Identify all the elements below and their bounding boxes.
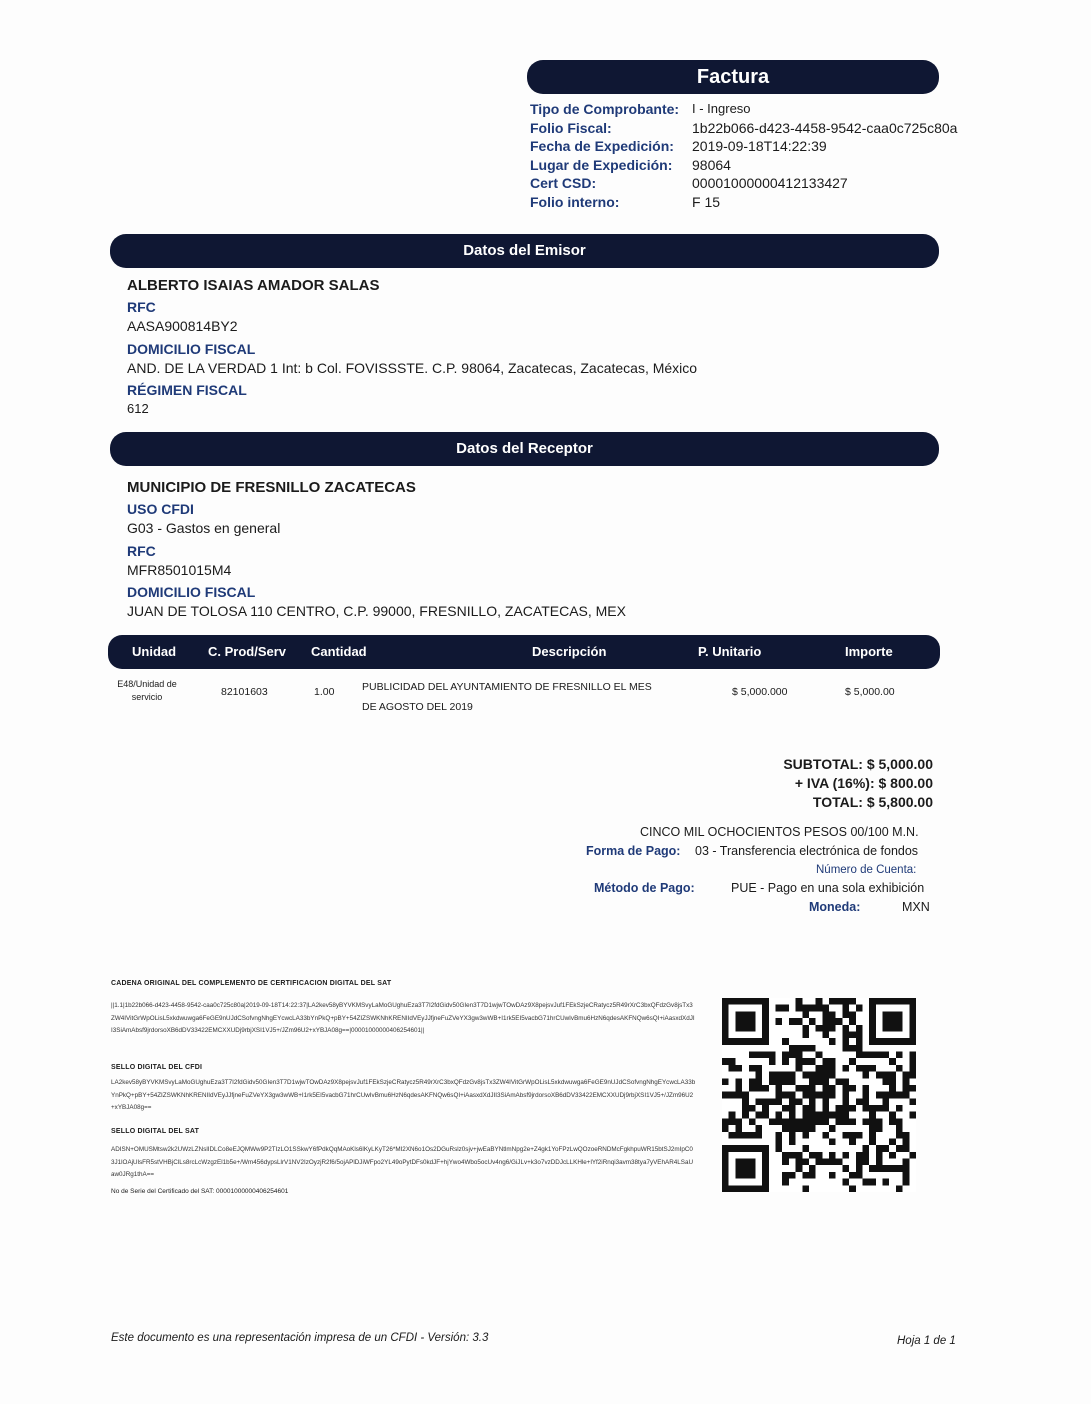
- concepts-table: [108, 635, 940, 715]
- subtotal: SUBTOTAL: $ 5,000.00: [783, 756, 933, 772]
- header-field-folio-fiscal: [530, 119, 957, 138]
- cell-cantidad: 1.00: [314, 686, 335, 698]
- cell-descripcion-line: PUBLICIDAD DEL AYUNTAMIENTO DE FRESNILLO EL MES: [362, 681, 652, 693]
- cell-unidad-line: E48/Unidad de: [117, 679, 177, 689]
- header-field-tipo: [530, 100, 957, 119]
- sello-sat-text: ADISN+OMUSMtsw2k2UWzLZNslIDLCo8eEJQMWw9P2TIzLO1SSkwY6fPdkQqMAoKls6lKyLKyT26*MI2XN6o1Os2DGuRslz0sjv+jwEaBYNtlmNpg2e+Z4gk1YoFPzLwQOzoeRNDMcFgkhpuWR15btSJ2mIpC03J1lOAjUlsFR5stVHBjClLs8rcLcWzgzEl1b5e+/Wm456dypsLlrV1NV2IzOyzjR2f6/5ojAPlDJiWFpo2YL49oPytDFs0kdJF+hjYwo4Wbo5ocUv4ng6/GiJLv+k3o7vzDDJcLLKHle+lYf2iRnqi3avm38tya7yVEhAR4LSaUaw0JRg1thA==: [111, 1146, 694, 1178]
- footer-note: Este documento es una representación impresa de un CFDI - Versión: 3.3: [111, 1332, 489, 1344]
- header-value: 00001000000412133427: [692, 175, 848, 191]
- forma-pago-label: Forma de Pago:: [586, 844, 681, 858]
- moneda-label: Moneda:: [809, 900, 861, 914]
- header-label: Folio interno:: [530, 193, 620, 210]
- receptor-section-band: [110, 432, 939, 466]
- emisor-regimen: 612: [127, 401, 149, 416]
- sat-serie: No de Serie del Certificado del SAT: 00001000000406254601: [111, 1188, 289, 1195]
- sello-sat-title: SELLO DIGITAL DEL SAT: [111, 1128, 200, 1135]
- iva: + IVA (16%): $ 800.00: [794, 775, 933, 791]
- header-label: Tipo de Comprobante:: [530, 101, 680, 117]
- header-value: 1b22b066-d423-4458-9542-caa0c725c80a: [692, 119, 958, 136]
- receptor-rfc: MFR8501015M4: [127, 562, 232, 578]
- receptor-rfc-label: RFC: [127, 543, 156, 559]
- receptor-uso-label: USO CFDI: [127, 501, 194, 517]
- numero-cuenta-label: Número de Cuenta:: [816, 864, 917, 876]
- factura-title-band: [527, 60, 939, 94]
- amount-in-words: CINCO MIL OCHOCIENTOS PESOS 00/100 M.N.: [640, 825, 919, 839]
- header-value: I - Ingreso: [692, 101, 751, 116]
- emisor-rfc: AASA900814BY2: [127, 318, 238, 334]
- emisor-domicilio-label: DOMICILIO FISCAL: [127, 341, 256, 357]
- cadena-original-text: ||1.1|1b22b066-d423-4458-9542-caa0c725c80a|2019-09-18T14:22:37|LA2kev58yBYVKMSvyLaMoGUghuEza3T7I2fdGidv50GIen3T7D1wjwTOwDAz9X8pejsvJuf1FEkSzjeCRatycz5R49rXrC3bxQFdzGv8jsTx3ZW4IVitGrWpOLisL5xkdwuwga6FeGE9nUJdCSofvngNhgEYcwcLA33bYnPkQ+pBY+54ZIZSWKNhKRENIIdVEyJJfjneFuZVeYX3gw3wWB+I1rk5EI5vacbG71hrCUwIvBmu6HzN6qdesAKFNQw6sQI+iAasxdXdJII3SiAmAbsf9jrdorsoXB6dDV33422EMCXXUDj9rbjXSI1VJ5+/JZm96U2+xYBJA08g==|00001000000406254601||: [111, 1002, 695, 1034]
- cell-unidad-line: servicio: [131, 692, 163, 702]
- receptor-name: MUNICIPIO DE FRESNILLO ZACATECAS: [127, 479, 416, 496]
- cell-importe: $ 5,000.00: [845, 686, 895, 698]
- total: TOTAL: $ 5,800.00: [812, 794, 933, 810]
- header-value: F 15: [692, 193, 721, 210]
- emisor-section-title: Datos del Emisor: [463, 242, 586, 259]
- emisor-regimen-label: RÉGIMEN FISCAL: [127, 382, 247, 398]
- sello-cfdi-title: SELLO DIGITAL DEL CFDI: [111, 1064, 203, 1071]
- header-value: 98064: [692, 156, 731, 173]
- totals-block: [783, 755, 933, 812]
- moneda-value: MXN: [902, 900, 930, 914]
- th-importe: Importe: [845, 644, 893, 659]
- th-clave: C. Prod/Serv: [208, 644, 287, 659]
- cell-descripcion: [362, 677, 697, 717]
- table-row: [108, 675, 940, 715]
- qr-code-icon: [722, 998, 916, 1192]
- cell-clave: 82101603: [221, 686, 268, 698]
- th-unitario: P. Unitario: [698, 644, 762, 659]
- table-header: [108, 635, 940, 669]
- cadena-original-title: CADENA ORIGINAL DEL COMPLEMENTO DE CERTIFICACION DIGITAL DEL SAT: [111, 980, 392, 987]
- th-cantidad: Cantidad: [311, 644, 367, 659]
- header-field-fecha: [530, 137, 957, 156]
- sello-cfdi-text: LA2kev58yBYVKMSvyLaMoGUghuEza3T7I2fdGidv50GIen3T7D1wjwTOwDAz9X8pejsvJuf1FEkSzjeCRatycz5R49rXrC3bxQFdzGv8jsTx3ZW4IVitGrWpOLisL5xkdwuwga6FeGE9nUJdCSofvngNhgEYcwcLA33bYnPkQ+pBY+54ZIZSWKNhKRENIIdVEyJJfjneFuZVeYX3gw3wWB+I1rk5EI5vacbG71hrCUwIvBmu6HzN6qdesAKFNQw6sQI+iAasxdXdJII3SiAmAbsf9jrdorsoXB6dDV33422EMCXXUDj9rbjXSI1VJ5+/JZm96U2+xYBJA08g==: [111, 1079, 696, 1111]
- emisor-domicilio: AND. DE LA VERDAD 1 Int: b Col. FOVISSSTE. C.P. 98064, Zacatecas, Zacatecas, México: [127, 360, 698, 376]
- emisor-rfc-label: RFC: [127, 299, 156, 315]
- receptor-uso: G03 - Gastos en general: [127, 520, 281, 536]
- receptor-section-title: Datos del Receptor: [456, 440, 593, 457]
- header-field-folio-interno: [530, 193, 957, 212]
- forma-pago-value: 03 - Transferencia electrónica de fondos: [695, 844, 919, 858]
- cell-unidad: [112, 678, 182, 704]
- header-label: Fecha de Expedición:: [530, 138, 674, 154]
- metodo-pago-value: PUE - Pago en una sola exhibición: [731, 881, 925, 895]
- metodo-pago-label: Método de Pago:: [594, 881, 695, 895]
- cell-descripcion-line: DE AGOSTO DEL 2019: [362, 701, 473, 713]
- cell-unitario: $ 5,000.000: [732, 686, 788, 698]
- page-number: Hoja 1 de 1: [897, 1335, 956, 1347]
- header-label: Folio Fiscal:: [530, 119, 612, 136]
- emisor-name: ALBERTO ISAIAS AMADOR SALAS: [127, 277, 380, 294]
- receptor-domicilio-label: DOMICILIO FISCAL: [127, 584, 256, 600]
- header-field-cert: [530, 174, 957, 193]
- header-field-lugar: [530, 156, 957, 175]
- header-value: 2019-09-18T14:22:39: [692, 138, 827, 154]
- th-unidad: Unidad: [132, 644, 177, 659]
- document-title: Factura: [696, 66, 770, 88]
- receptor-domicilio: JUAN DE TOLOSA 110 CENTRO, C.P. 99000, FRESNILLO, ZACATECAS, MEX: [127, 603, 626, 619]
- header-fields: [530, 100, 957, 211]
- th-descripcion: Descripción: [532, 644, 607, 659]
- emisor-section-band: [110, 234, 939, 268]
- header-label: Lugar de Expedición:: [530, 156, 673, 173]
- header-label: Cert CSD:: [530, 175, 597, 191]
